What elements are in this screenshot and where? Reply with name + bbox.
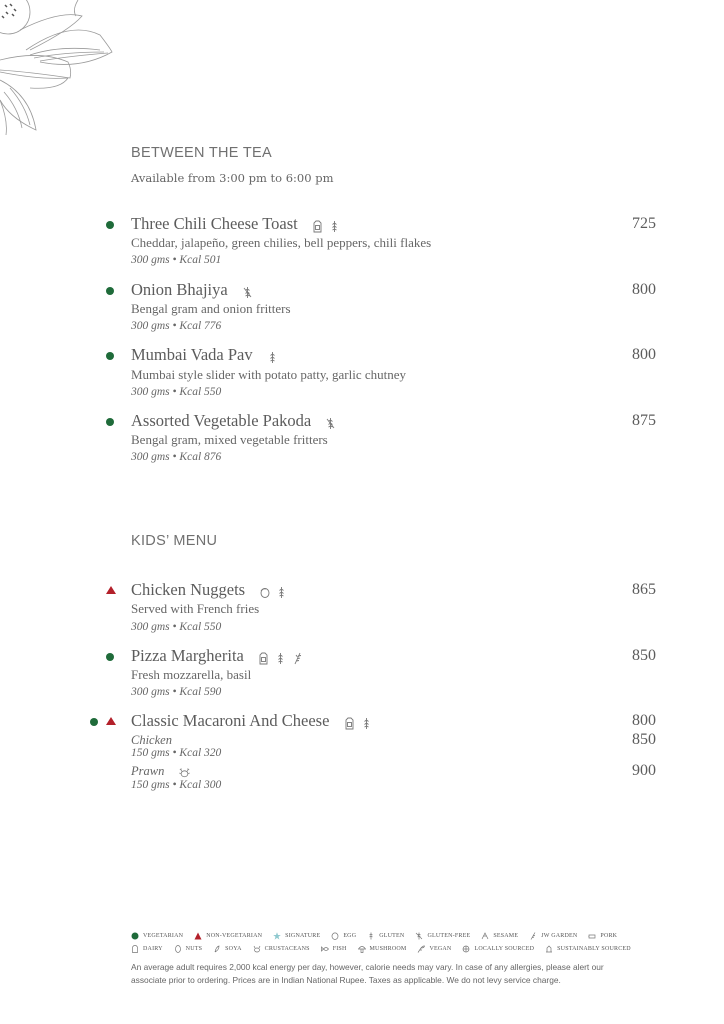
egg-icon	[259, 586, 270, 599]
allergy-pricing-note: An average adult requires 2,000 kcal energy per day, however, calorie needs may vary. In case of any allergies, please alert our associate prior to ordering. Prices are in Indian National Rupee. Taxes as applicable. We do not levy service charge.	[131, 962, 604, 985]
egg-icon	[331, 932, 339, 940]
variant-label: Prawn	[131, 764, 165, 778]
legend-label: JW GARDEN	[541, 932, 578, 939]
vegetarian-icon	[131, 932, 139, 940]
legend-label: PORK	[600, 932, 618, 939]
item-price: 850	[632, 647, 656, 664]
signature-icon	[273, 932, 281, 940]
dairy-icon	[258, 652, 269, 665]
legend-label: SIGNATURE	[285, 932, 321, 939]
legend-label: GLUTEN	[379, 932, 405, 939]
item-name: Assorted Vegetable Pakoda	[131, 411, 312, 430]
sesame-icon	[481, 932, 489, 940]
nuts-icon	[174, 945, 182, 953]
vegetarian-icon	[106, 418, 114, 426]
item-description: Fresh mozzarella, basil	[131, 667, 252, 682]
legend-label: MUSHROOM	[369, 945, 407, 952]
legend-label: CRUSTACEANS	[264, 945, 310, 952]
variant-meta: 150 gms • Kcal 320	[131, 747, 222, 759]
item-price: 725	[632, 215, 656, 232]
item-meta: 300 gms • Kcal 550	[131, 621, 222, 633]
vegetarian-icon	[106, 287, 114, 295]
gluten-icon	[275, 652, 286, 665]
legend-label: NUTS	[185, 945, 203, 952]
dietary-legend	[131, 929, 631, 955]
legend-label: LOCALLY SOURCED	[474, 945, 535, 952]
vegan-icon	[417, 945, 425, 953]
item-price: 800	[632, 281, 656, 298]
legend-label: SOYA	[225, 945, 242, 952]
item-meta: 300 gms • Kcal 501	[131, 254, 222, 266]
variant-price: 850	[632, 731, 656, 748]
item-name: Classic Macaroni And Cheese	[131, 711, 330, 730]
lotus-illustration	[0, 0, 120, 135]
item-name: Mumbai Vada Pav	[131, 345, 253, 364]
item-name: Pizza Margherita	[131, 646, 244, 665]
variant-label: Chicken	[131, 733, 172, 747]
item-price: 865	[632, 581, 656, 598]
fish-icon	[321, 945, 329, 953]
legend-label: GLUTEN-FREE	[427, 932, 471, 939]
variant-price: 900	[632, 762, 656, 779]
sustainably-sourced-icon	[545, 945, 553, 953]
item-price: 800	[632, 712, 656, 729]
item-meta: 300 gms • Kcal 776	[131, 320, 222, 332]
variant-meta: 150 gms • Kcal 300	[131, 779, 222, 791]
legend-label: DAIRY	[143, 945, 163, 952]
vegetarian-icon	[106, 221, 114, 229]
section-title: BETWEEN THE TEA	[131, 145, 272, 161]
item-name: Chicken Nuggets	[131, 580, 246, 599]
item-name: Three Chili Cheese Toast	[131, 214, 298, 233]
gluten-free-icon	[325, 417, 336, 430]
jw-garden-icon	[529, 932, 537, 940]
gluten-icon	[267, 351, 278, 364]
legend-label: FISH	[332, 945, 347, 952]
jw-garden-icon	[292, 652, 303, 665]
legend-label: SESAME	[493, 932, 519, 939]
legend-label: VEGAN	[429, 945, 452, 952]
item-meta: 300 gms • Kcal 550	[131, 386, 222, 398]
dairy-icon	[312, 220, 323, 233]
item-price: 800	[632, 346, 656, 363]
mushroom-icon	[358, 945, 366, 953]
vegetarian-icon	[106, 653, 114, 661]
item-description: Mumbai style slider with potato patty, garlic chutney	[131, 367, 406, 382]
pork-icon	[588, 932, 596, 940]
item-name: Onion Bhajiya	[131, 280, 228, 299]
item-meta: 300 gms • Kcal 590	[131, 686, 222, 698]
gluten-icon	[361, 717, 372, 730]
section-title: KIDS’ MENU	[131, 533, 218, 549]
crustaceans-icon	[253, 945, 261, 953]
soya-icon	[213, 945, 221, 953]
gluten-icon	[276, 586, 287, 599]
gluten-free-icon	[242, 286, 253, 299]
gluten-icon	[329, 220, 340, 233]
item-price: 875	[632, 412, 656, 429]
locally-sourced-icon	[462, 945, 470, 953]
crustaceans-icon	[179, 766, 190, 779]
non-vegetarian-icon	[194, 932, 202, 940]
item-meta: 300 gms • Kcal 876	[131, 451, 222, 463]
legend-label: VEGETARIAN	[143, 932, 184, 939]
vegetarian-icon	[90, 718, 98, 726]
item-description: Bengal gram, mixed vegetable fritters	[131, 432, 328, 447]
item-description: Bengal gram and onion fritters	[131, 301, 291, 316]
dairy-icon	[131, 945, 139, 953]
item-description: Cheddar, jalapeño, green chilies, bell peppers, chili flakes	[131, 235, 432, 250]
dairy-icon	[344, 717, 355, 730]
non-vegetarian-icon	[106, 586, 116, 594]
vegetarian-icon	[106, 352, 114, 360]
legend-label: SUSTAINABLY SOURCED	[557, 945, 631, 952]
gluten-icon	[367, 932, 375, 940]
gluten-free-icon	[415, 932, 423, 940]
item-description: Served with French fries	[131, 601, 260, 616]
legend-label: EGG	[343, 932, 357, 939]
section-availability: Available from 3:00 pm to 6:00 pm	[131, 171, 334, 185]
non-vegetarian-icon	[106, 717, 116, 725]
legend-label: NON-VEGETARIAN	[206, 932, 263, 939]
